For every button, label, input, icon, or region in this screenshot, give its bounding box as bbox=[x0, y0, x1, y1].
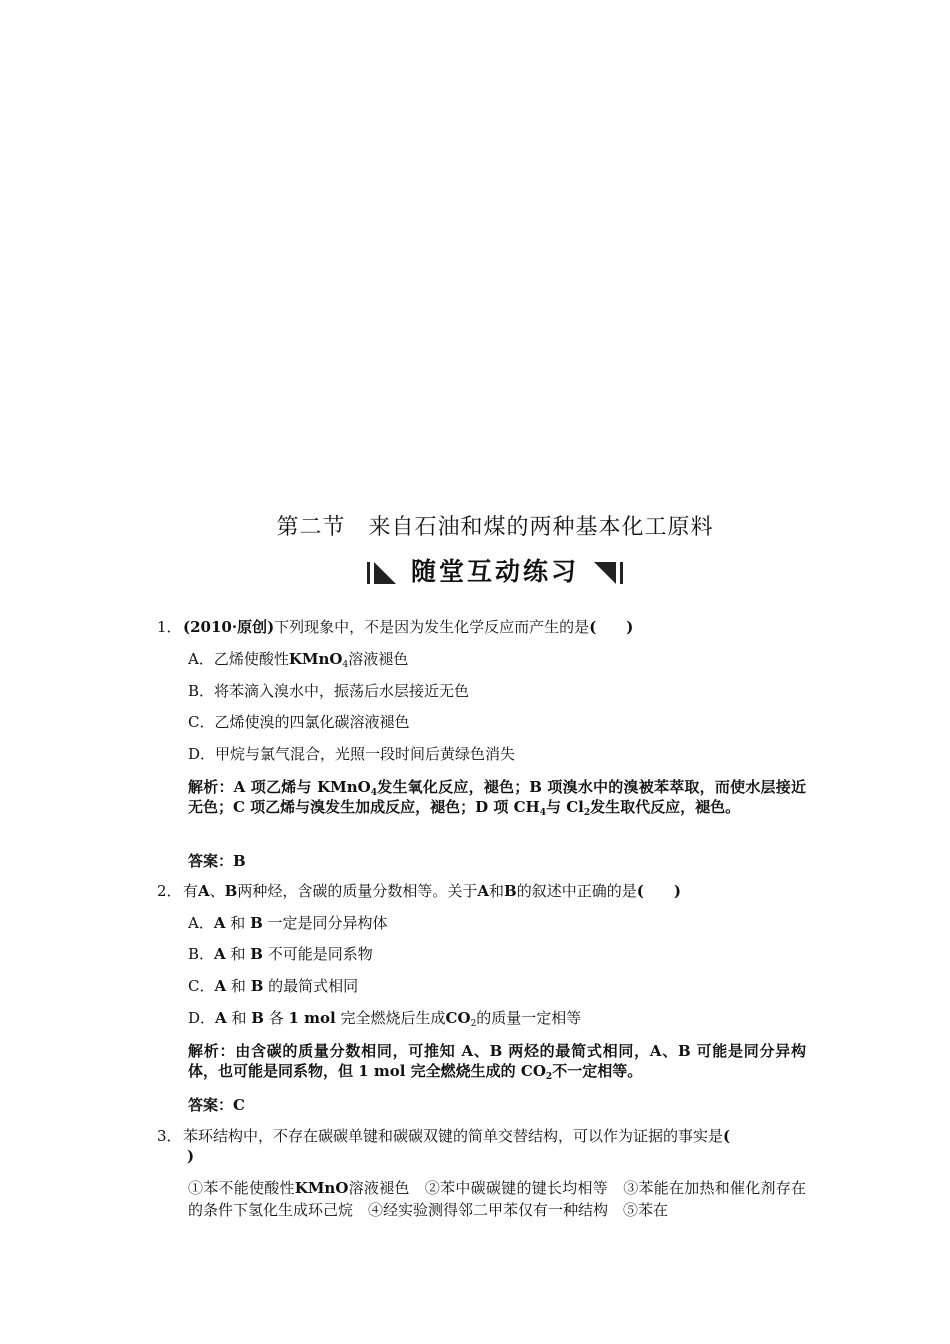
banner-left-deco-icon bbox=[365, 560, 399, 586]
question-2-option-b: B．A 和 B 不可能是同系物 bbox=[188, 945, 373, 963]
question-2-analysis: 解析：由含碳的质量分数相同，可推知 A、B 两烃的最简式相同，A、B 可能是同分异构体，也可能是同系物，但 1 mol 完全燃烧生成的 $CO_2$不一定相等。 bbox=[188, 1042, 806, 1082]
question-2-option-d: D．A 和 B 各 1 mol 完全燃烧后生成$CO_2$的质量一定相等 bbox=[188, 1009, 582, 1029]
question-1-option-c: C．乙烯使溴的四氯化碳溶液褪色 bbox=[188, 713, 410, 731]
section-banner bbox=[0, 552, 950, 588]
question-1-stem: 1．(2010·原创)下列现象中，不是因为发生化学反应而产生的是( ) bbox=[157, 618, 634, 636]
question-3-facts: ①苯不能使酸性KMnO溶液褪色 ②苯中碳碳键的键长均相等 ③苯能在加热和催化剂存在的条件下氢化生成环己烷 ④经实验测得邻二甲苯仅有一种结构 ⑤苯在 bbox=[188, 1179, 806, 1219]
question-3-stem: 3．苯环结构中，不存在碳碳单键和碳碳双键的简单交替结构，可以作为证据的事实是( ) bbox=[157, 1127, 731, 1165]
question-1-answer: 答案：B bbox=[188, 852, 246, 870]
question-2-answer: 答案：C bbox=[188, 1096, 245, 1114]
question-number: 1． bbox=[157, 618, 182, 636]
banner-right-deco-icon bbox=[591, 560, 625, 586]
question-1-option-a: A．乙烯使酸性KMnO$_4$溶液褪色 bbox=[188, 650, 409, 670]
question-1-analysis: 解析：A 项乙烯与 KMnO$_4$发生氧化反应，褪色；B 项溴水中的溴被苯萃取，而使水层接近无色；C 项乙烯与溴发生加成反应，褪色；D 项 $CH_4$与 $Cl_2$发生取代反应，褪色。 bbox=[188, 778, 806, 818]
question-2-stem: 2．有A、B两种烃，含碳的质量分数相等。关于A和B的叙述中正确的是( ) bbox=[157, 882, 681, 900]
banner-text: 随堂互动练习 bbox=[410, 557, 579, 586]
question-2-option-a: A．A 和 B 一定是同分异构体 bbox=[188, 914, 388, 932]
question-1-option-b: B．将苯滴入溴水中，振荡后水层接近无色 bbox=[188, 682, 470, 700]
question-number: 3． bbox=[157, 1127, 182, 1145]
question-1-option-d: D．甲烷与氯气混合，光照一段时间后黄绿色消失 bbox=[188, 745, 516, 763]
question-2-option-c: C．A 和 B 的最简式相同 bbox=[188, 977, 359, 995]
question-number: 2． bbox=[157, 882, 182, 900]
question-source: (2010·原创) bbox=[183, 618, 275, 636]
page-title: 第二节 来自石油和煤的两种基本化工原料 bbox=[276, 515, 714, 540]
